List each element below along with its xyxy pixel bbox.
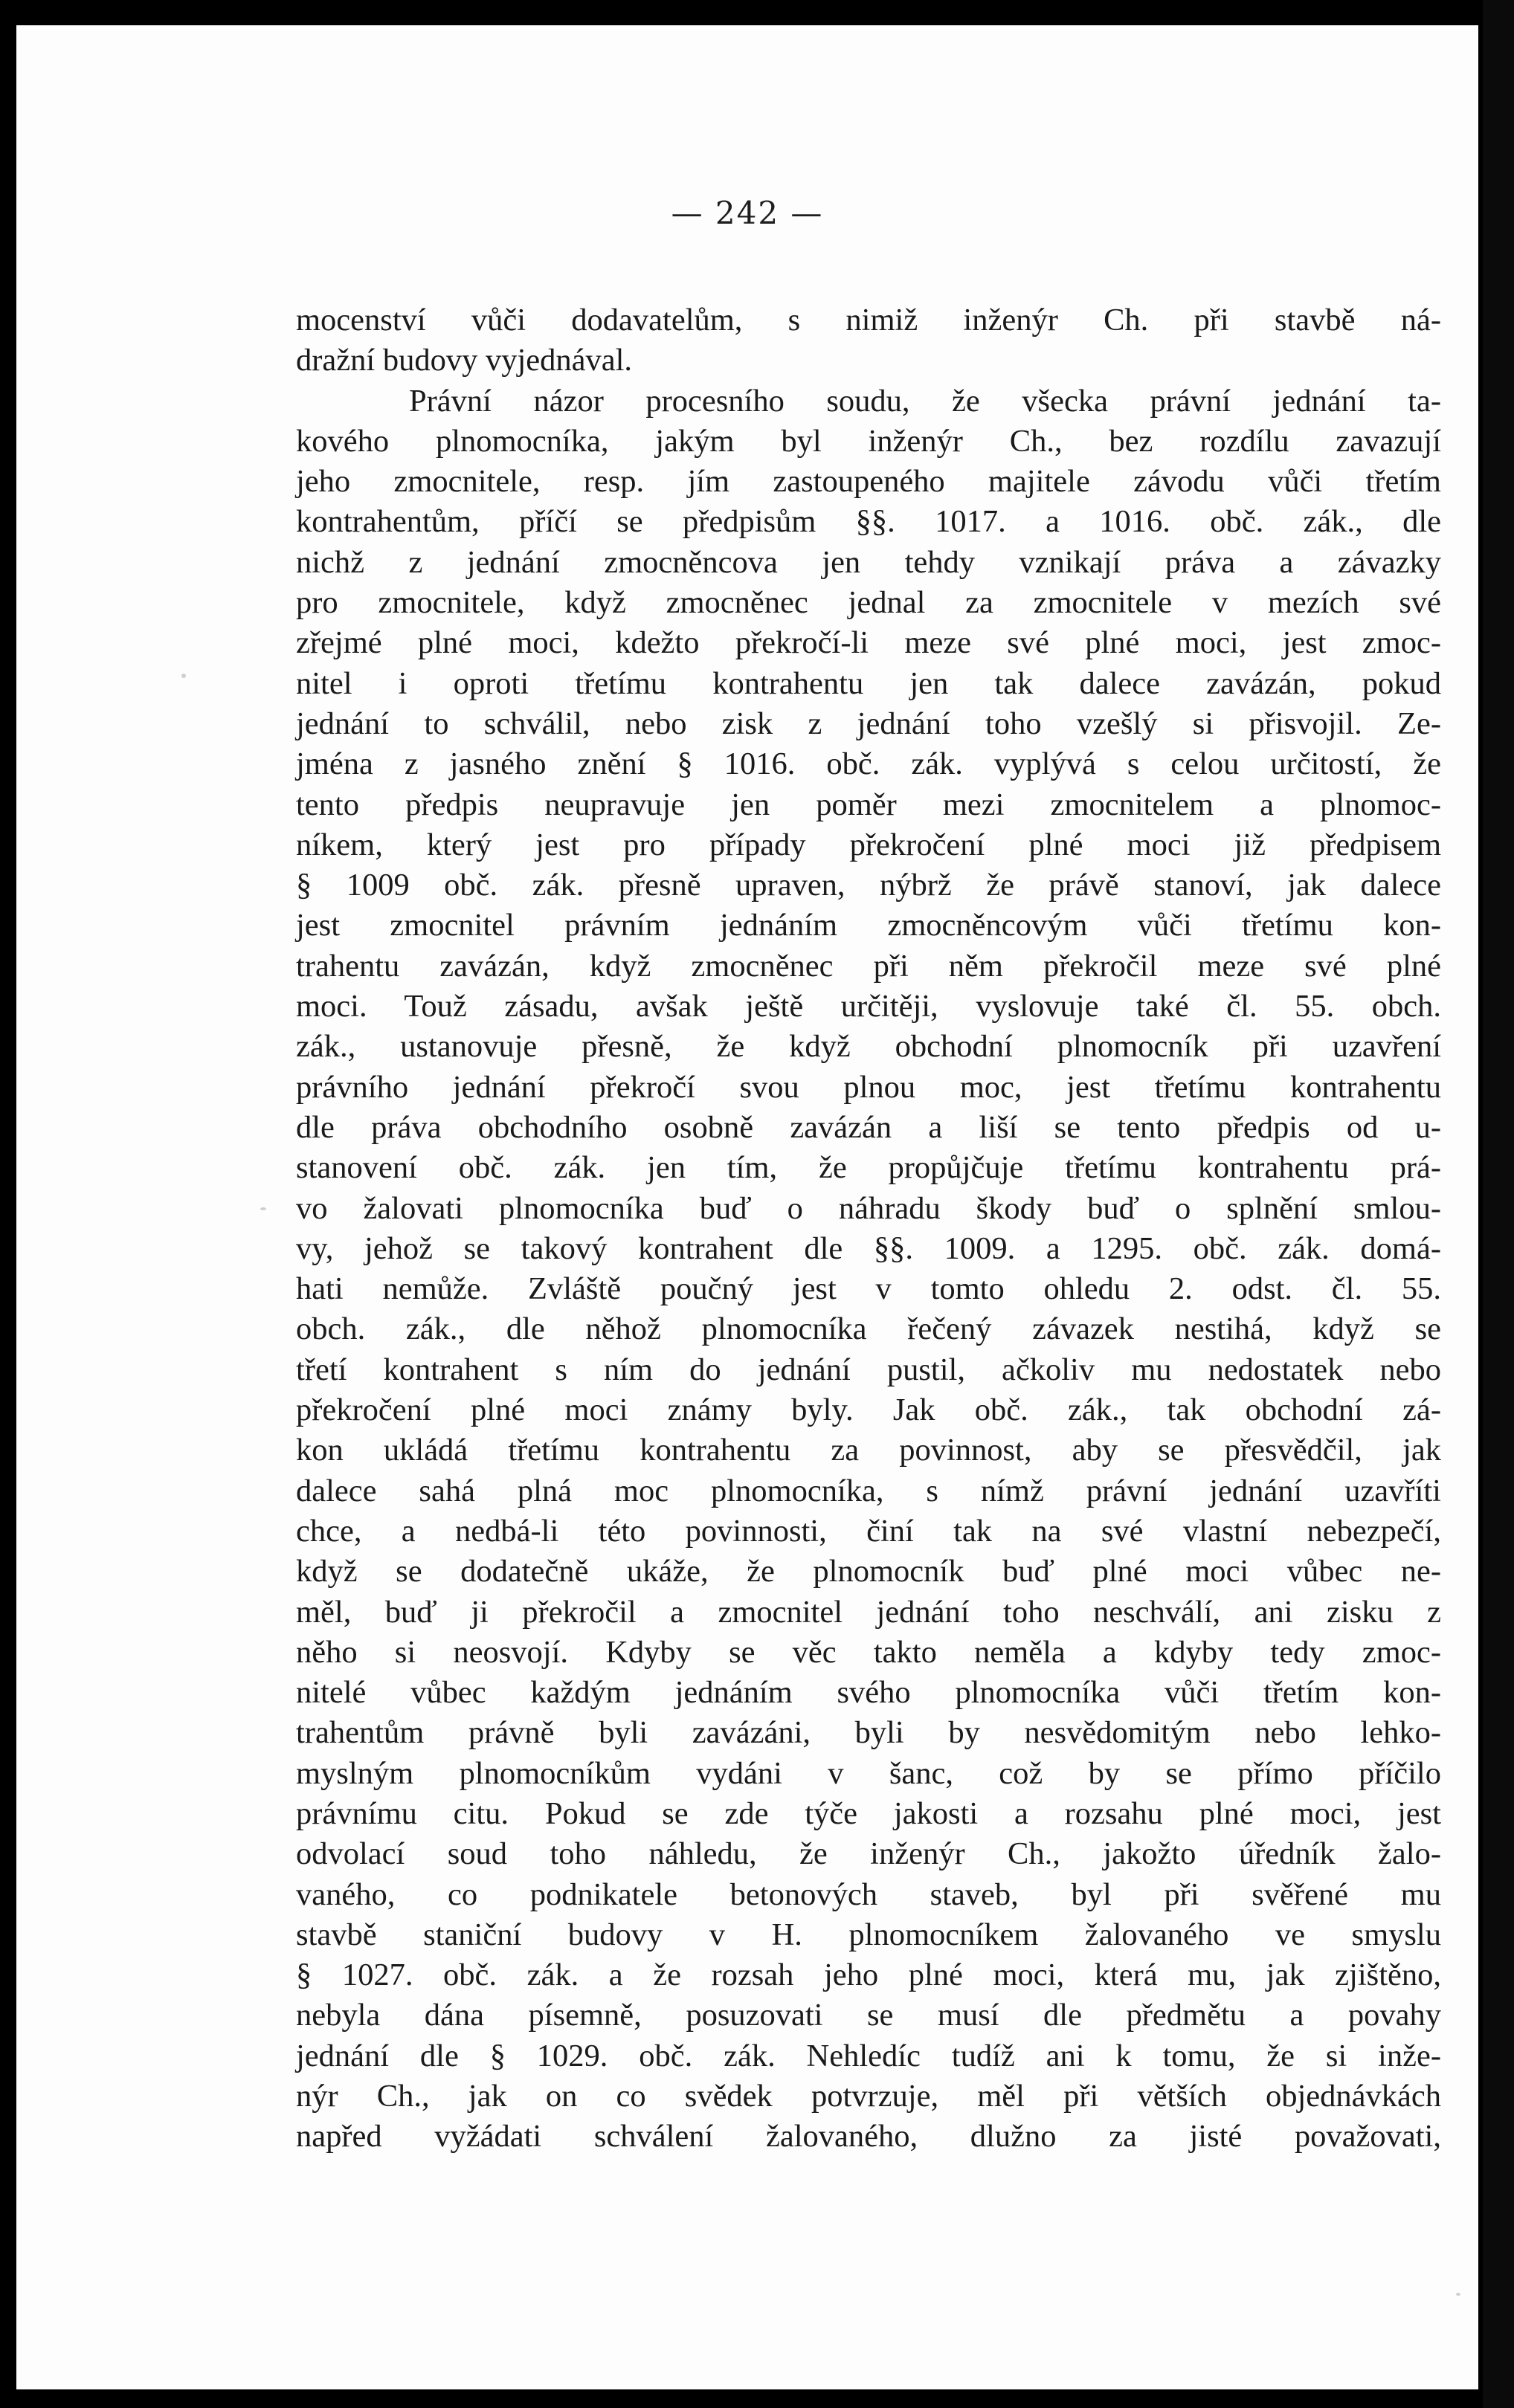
text-line: stavbě staniční budovy v H. plnomocníkem žalovaného ve smyslu <box>296 1917 1441 1952</box>
text-line: Právní názor procesního soudu, že všecka právní jednání ta- <box>409 383 1441 419</box>
text-line: § 1027. obč. zák. a že rozsah jeho plné moci, která mu, jak zjištěno, <box>296 1957 1441 1993</box>
text-line: trahentům právně byli zavázáni, byli by nesvědomitým nebo lehko- <box>296 1715 1441 1751</box>
text-line: měl, buď ji překročil a zmocnitel jednání toho neschválí, ani zisku z <box>296 1594 1441 1630</box>
text-line: překročení plné moci známy byly. Jak obč. zák., tak obchodní zá- <box>296 1392 1441 1428</box>
text-line: kového plnomocníka, jakým byl inženýr Ch., bez rozdílu zavazují <box>296 423 1441 459</box>
text-line: vo žalovati plnomocníka buď o náhradu škody buď o splnění smlou- <box>296 1190 1441 1226</box>
text-line: pro zmocnitele, když zmocněnec jednal za zmocnitele v mezích své <box>296 585 1441 621</box>
text-line: třetí kontrahent s ním do jednání pustil, ačkoliv mu nedostatek nebo <box>296 1352 1441 1387</box>
text-line: nitel i oproti třetímu kontrahentu jen tak dalece zavázán, pokud <box>296 665 1441 701</box>
text-line: jeho zmocnitele, resp. jím zastoupeného majitele závodu vůči třetím <box>296 464 1441 500</box>
text-line: níkem, který jest pro případy překročení plné moci již předpisem <box>296 827 1441 862</box>
page-number: — 242 — <box>671 195 824 231</box>
text-line: odvolací soud toho náhledu, že inženýr Ch., jakožto úředník žalo- <box>296 1836 1441 1872</box>
paper-speck <box>260 1207 266 1210</box>
text-line: tento předpis neupravuje jen poměr mezi zmocnitelem a plnomoc- <box>296 787 1441 822</box>
text-line: napřed vyžádati schválení žalovaného, dlužno za jisté považovati, <box>296 2119 1441 2154</box>
text-line: myslným plnomocníkům vydáni v šanc, což by se přímo příčilo <box>296 1755 1441 1791</box>
text-line: kon ukládá třetímu kontrahentu za povinnost, aby se přesvědčil, jak <box>296 1433 1441 1468</box>
text-line: dalece sahá plná moc plnomocníka, s nímž právní jednání uzavříti <box>296 1473 1441 1508</box>
text-line: zák., ustanovuje přesně, že když obchodní plnomocník při uzavření <box>296 1029 1441 1065</box>
paper-speck <box>1456 2293 1460 2296</box>
text-line: dražní budovy vyjednával. <box>296 343 633 378</box>
text-line: trahentu zavázán, když zmocněnec při něm překročil meze své plné <box>296 948 1441 984</box>
body-text <box>296 300 1441 2157</box>
text-line: moci. Touž zásadu, avšak ještě určitěji, vyslovuje také čl. 55. obch. <box>296 989 1441 1024</box>
text-line: hati nemůže. Zvláště poučný jest v tomto ohledu 2. odst. čl. 55. <box>296 1271 1441 1307</box>
text-line: nebyla dána písemně, posuzovati se musí dle předmětu a povahy <box>296 1998 1441 2033</box>
text-line: zřejmé plné moci, kdežto překročí-li meze své plné moci, jest zmoc- <box>296 625 1441 661</box>
text-line: nýr Ch., jak on co svědek potvrzuje, měl při větších objednávkách <box>296 2079 1441 2114</box>
text-line: právního jednání překročí svou plnou moc, jest třetímu kontrahentu <box>296 1069 1441 1105</box>
text-line: právnímu citu. Pokud se zde týče jakosti a rozsahu plné moci, jest <box>296 1795 1441 1831</box>
text-line: stanovení obč. zák. jen tím, že propůjčuje třetímu kontrahentu prá- <box>296 1150 1441 1186</box>
text-line: něho si neosvojí. Kdyby se věc takto neměla a kdyby tedy zmoc- <box>296 1634 1441 1670</box>
text-line: vy, jehož se takový kontrahent dle §§. 1009. a 1295. obč. zák. domá- <box>296 1230 1441 1266</box>
paper-speck <box>181 674 186 678</box>
text-line: § 1009 obč. zák. přesně upraven, nýbrž že právě stanoví, jak dalece <box>296 868 1441 903</box>
text-line: jednání to schválil, nebo zisk z jednání toho vzešlý si přisvojil. Ze- <box>296 706 1441 741</box>
text-line: nichž z jednání zmocněncova jen tehdy vznikají práva a závazky <box>296 544 1441 580</box>
text-line: vaného, co podnikatele betonových staveb, byl při svěřené mu <box>296 1876 1441 1912</box>
text-line: mocenství vůči dodavatelům, s nimiž inženýr Ch. při stavbě ná- <box>296 303 1441 338</box>
text-line: nitelé vůbec každým jednáním svého plnomocníka vůči třetím kon- <box>296 1675 1441 1711</box>
text-line: když se dodatečně ukáže, že plnomocník buď plné moci vůbec ne- <box>296 1554 1441 1589</box>
text-line: jména z jasného znění § 1016. obč. zák. vyplývá s celou určitostí, že <box>296 746 1441 782</box>
text-line: dle práva obchodního osobně zavázán a liší se tento předpis od u- <box>296 1109 1441 1145</box>
text-line: kontrahentům, příčí se předpisům §§. 1017. a 1016. obč. zák., dle <box>296 504 1441 540</box>
document-page <box>16 25 1478 2389</box>
scan-edge <box>1483 0 1514 2408</box>
text-line: obch. zák., dle něhož plnomocníka řečený závazek nestihá, když se <box>296 1311 1441 1347</box>
text-line: jednání dle § 1029. obč. zák. Nehledíc tudíž ani k tomu, že si inže- <box>296 2038 1441 2073</box>
text-line: jest zmocnitel právním jednáním zmocněncovým vůči třetímu kon- <box>296 908 1441 943</box>
text-line: chce, a nedbá-li této povinnosti, činí tak na své vlastní nebezpečí, <box>296 1513 1441 1549</box>
